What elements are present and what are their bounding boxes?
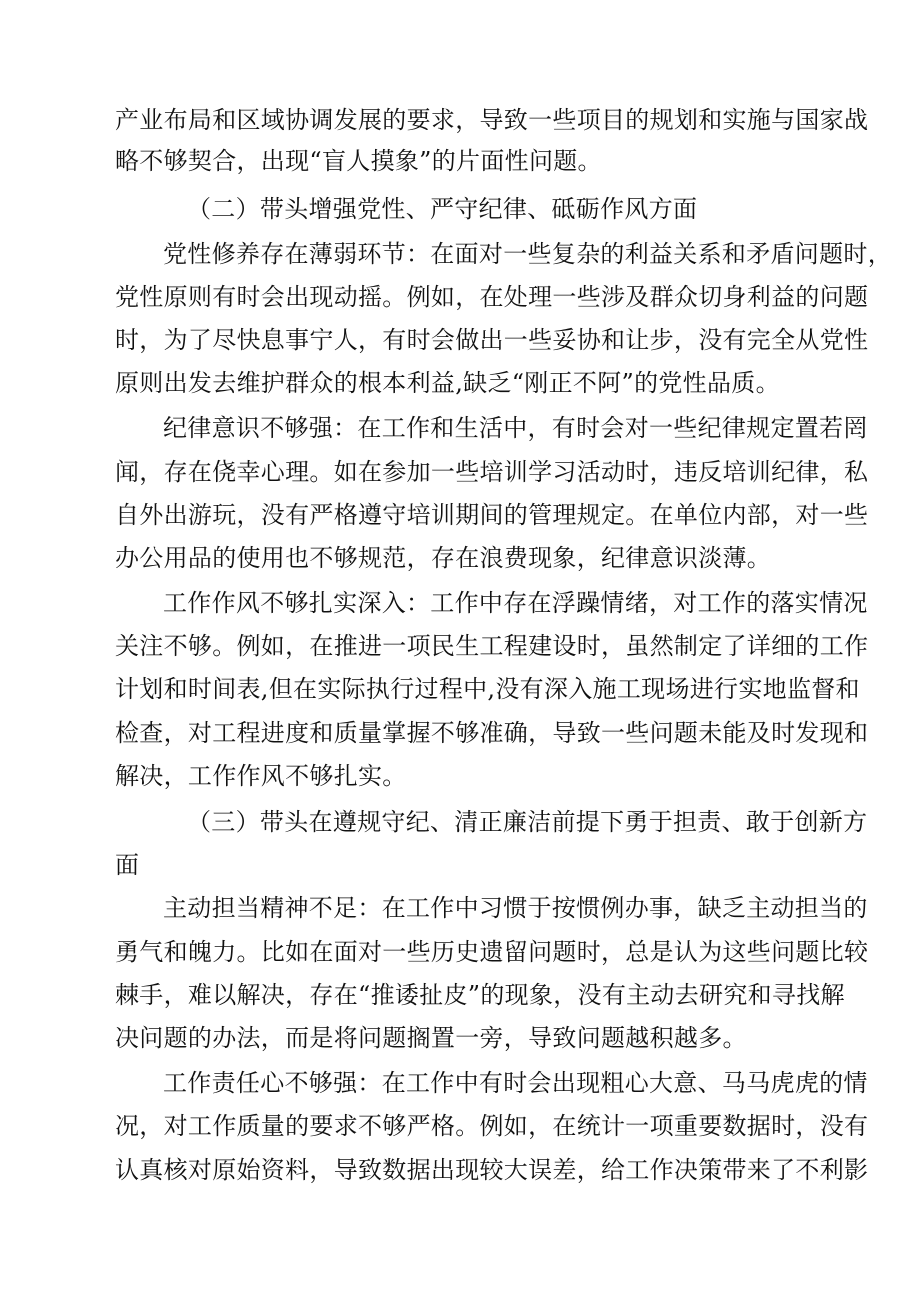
paragraph-5-line-3: 棘手，难以解决，存在“推诿扯皮”的现象，没有主动去研究和寻找解 <box>115 981 845 1009</box>
paragraph-3-line-2: 闻，存在侥幸心理。如在参加一些培训学习活动时，违反培训纪律，私 <box>115 458 869 486</box>
paragraph-4-line-1: 工作作风不够扎实深入：工作中存在浮躁情绪，对工作的落实情况 <box>163 589 868 617</box>
paragraph-2-line-4: 原则出发去维护群众的根本利益,缺乏“刚正不阿”的党性品质。 <box>115 369 780 397</box>
paragraph-1-line-2: 略不够契合，出现“盲人摸象”的片面性问题。 <box>115 147 602 175</box>
section-heading-2: （二）带头增强党性、严守纪律、砥砺作风方面 <box>187 195 698 223</box>
paragraph-5-line-2: 勇气和魄力。比如在面对一些历史遗留问题时，总是认为这些问题比较 <box>115 938 869 966</box>
paragraph-1-line-1: 产业布局和区域协调发展的要求，导致一些项目的规划和实施与国家战 <box>115 106 869 134</box>
section-heading-3-line-2: 面 <box>115 851 140 879</box>
paragraph-2-line-1: 党性修养存在薄弱环节：在面对一些复杂的利益关系和矛盾问题时， <box>163 240 892 268</box>
paragraph-3-line-3: 自外出游玩，没有严格遵守培训期间的管理规定。在单位内部，对一些 <box>115 501 869 529</box>
paragraph-6-line-3: 认真核对原始资料，导致数据出现较大误差，给工作决策带来了不利影 <box>115 1156 869 1184</box>
paragraph-2-line-3: 时，为了尽快息事宁人，有时会做出一些妥协和让步，没有完全从党性 <box>115 326 869 354</box>
paragraph-2-line-2: 党性原则有时会出现动摇。例如，在处理一些涉及群众切身利益的问题 <box>115 283 869 311</box>
paragraph-4-line-5: 解决，工作作风不够扎实。 <box>115 762 407 790</box>
paragraph-6-line-1: 工作责任心不够强：在工作中有时会出现粗心大意、马马虎虎的情 <box>163 1069 868 1097</box>
section-heading-3-line-1: （三）带头在遵规守纪、清正廉洁前提下勇于担责、敢于创新方 <box>187 808 868 836</box>
paragraph-3-line-1: 纪律意识不够强：在工作和生活中，有时会对一些纪律规定置若罔 <box>163 414 868 442</box>
paragraph-4-line-4: 检查，对工程进度和质量掌握不够准确，导致一些问题未能及时发现和 <box>115 719 869 747</box>
paragraph-5-line-1: 主动担当精神不足：在工作中习惯于按惯例办事，缺乏主动担当的 <box>163 894 868 922</box>
paragraph-6-line-2: 况，对工作质量的要求不够严格。例如，在统计一项重要数据时，没有 <box>115 1112 869 1140</box>
paragraph-4-line-2: 关注不够。例如，在推进一项民生工程建设时，虽然制定了详细的工作 <box>115 632 869 660</box>
paragraph-3-line-4: 办公用品的使用也不够规范，存在浪费现象，纪律意识淡薄。 <box>115 544 772 572</box>
paragraph-4-line-3: 计划和时间表,但在实际执行过程中,没有深入施工现场进行实地监督和 <box>115 675 860 703</box>
paragraph-5-line-4: 决问题的办法，而是将问题搁置一旁，导致问题越积越多。 <box>115 1024 747 1052</box>
